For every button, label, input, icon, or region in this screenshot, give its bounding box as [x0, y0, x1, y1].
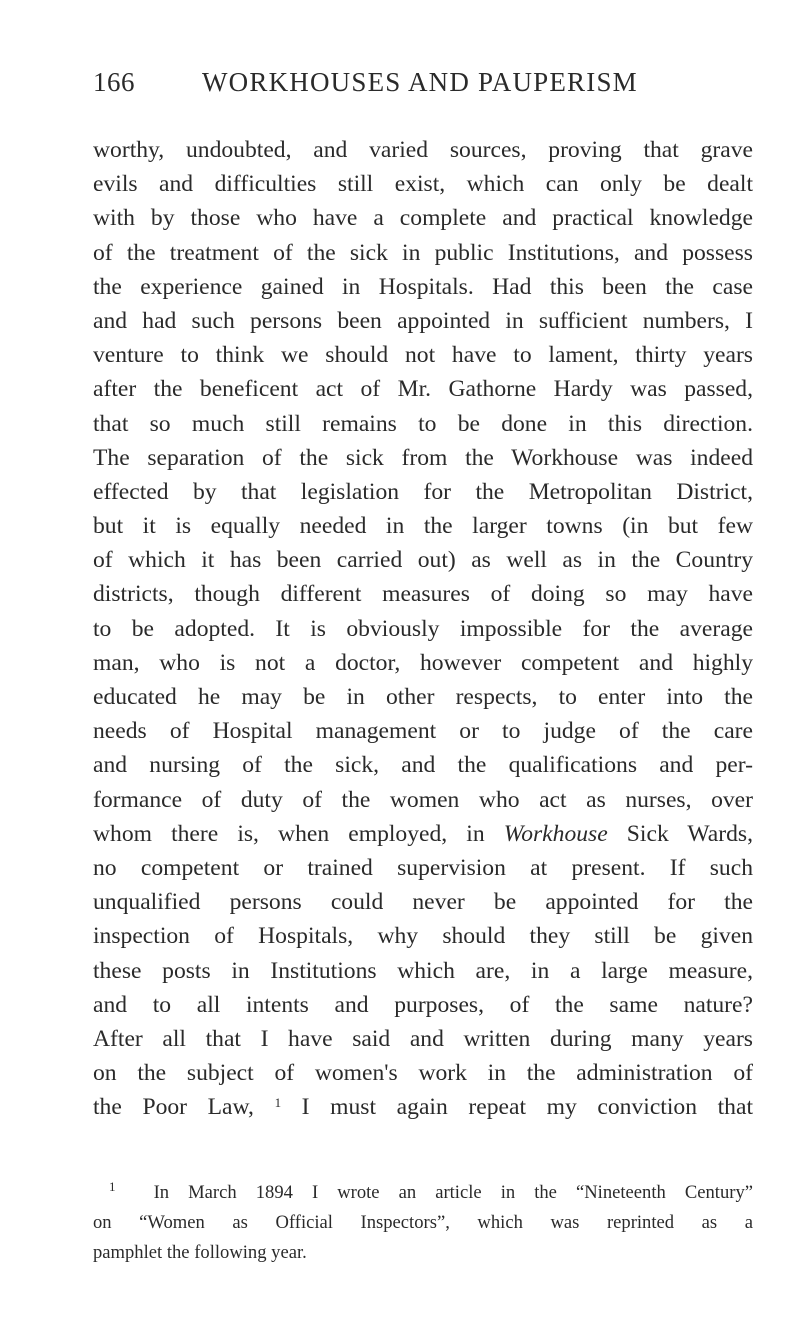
text-line: with by those who have a complete and practical knowledge [93, 205, 753, 232]
text-fragment: I must again repeat my conviction that [281, 1094, 753, 1121]
footnote [93, 1178, 753, 1268]
text-line: evils and difficulties still exist, which can only be dealt [93, 171, 753, 198]
text-line-with-footnote-ref [93, 1090, 753, 1124]
footnote-reference: 1 [274, 1095, 282, 1111]
text-line: needs of Hospital management or to judge of the care [93, 718, 753, 745]
text-fragment: the Poor Law, [93, 1094, 254, 1121]
text-line: The separation of the sick from the Workhouse was indeed [93, 444, 753, 471]
text-line: unqualified persons could never be appointed for the [93, 889, 753, 916]
text-line: inspection of Hospitals, why should they still be given [93, 923, 753, 950]
body-text [93, 133, 753, 1124]
italic-term: Workhouse [503, 820, 608, 847]
text-line: districts, though different measures of doing so may have [93, 581, 753, 608]
text-line: of the treatment of the sick in public Institutions, and possess [93, 239, 753, 266]
footnote-text: In March 1894 I wrote an article in the “Nineteenth Century” [153, 1182, 753, 1203]
text-line-with-italic [93, 817, 753, 851]
text-fragment: whom there is, when employed, in [93, 820, 504, 847]
text-line: and had such persons been appointed in sufficient numbers, I [93, 307, 753, 334]
footnote-line [93, 1178, 753, 1208]
text-fragment: Sick Wards, [607, 820, 753, 847]
text-line: and nursing of the sick, and the qualifications and per- [93, 752, 753, 779]
footnote-line: on “Women as Official Inspectors”, which was reprinted as a [93, 1212, 753, 1233]
text-line: that so much still remains to be done in this direction. [93, 410, 753, 437]
text-line: of which it has been carried out) as well as in the Country [93, 547, 753, 574]
text-line: on the subject of women's work in the administration of [93, 1060, 753, 1087]
text-line: educated he may be in other respects, to enter into the [93, 684, 753, 710]
running-head [93, 62, 753, 102]
text-line: but it is equally needed in the larger towns (in but few [93, 513, 753, 540]
running-title: WORKHOUSES AND PAUPERISM [202, 67, 638, 97]
text-line: after the beneficent act of Mr. Gathorne Hardy was passed, [93, 376, 753, 403]
text-line: and to all intents and purposes, of the same nature? [93, 991, 753, 1018]
text-line: After all that I have said and written during many years [93, 1025, 753, 1052]
text-line: these posts in Institutions which are, in a large measure, [93, 957, 753, 984]
text-line: formance of duty of the women who act as nurses, over [93, 786, 753, 813]
text-line: no competent or trained supervision at present. If such [93, 854, 753, 881]
text-line: worthy, undoubted, and varied sources, proving that grave [93, 137, 753, 163]
text-line: effected by that legislation for the Metropolitan District, [93, 478, 753, 505]
text-line: the experience gained in Hospitals. Had this been the case [93, 273, 753, 300]
footnote-line: pamphlet the following year. [93, 1242, 307, 1263]
text-line: man, who is not a doctor, however competent and highly [93, 649, 753, 676]
page-number: 166 [93, 67, 135, 97]
text-line: venture to think we should not have to lament, thirty years [93, 342, 753, 369]
text-line: to be adopted. It is obviously impossible for the average [93, 615, 753, 642]
footnote-marker: 1 [109, 1179, 116, 1194]
